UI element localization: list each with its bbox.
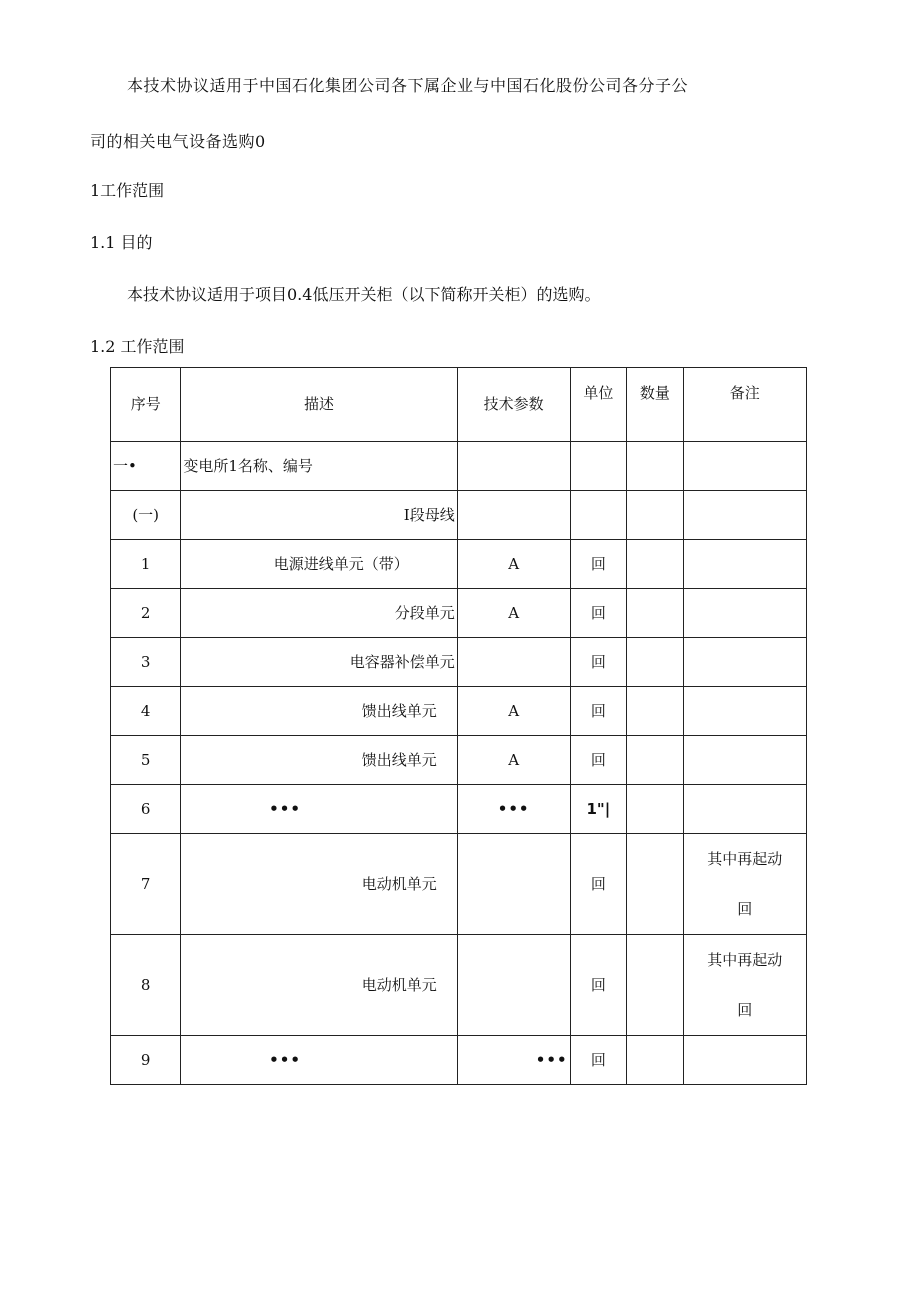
row-params: ••• <box>457 1036 570 1085</box>
table-row <box>111 935 807 1036</box>
table-header-row <box>111 368 807 442</box>
row-desc: 馈出线单元 <box>181 687 457 736</box>
row-params <box>457 834 570 935</box>
row-qty <box>627 785 683 834</box>
purpose-text: 本技术协议适用于项目0.4低压开关柜（以下简称开关柜）的选购。 <box>127 285 601 304</box>
row-note-line1: 其中再起动 <box>707 951 783 969</box>
table-row <box>111 687 807 736</box>
header-unit: 单位 <box>570 368 627 442</box>
row-params: A <box>457 736 570 785</box>
row-unit: 回 <box>570 1036 627 1085</box>
row-unit: 回 <box>570 935 627 1036</box>
row-note <box>683 540 806 589</box>
header-qty: 数量 <box>627 368 683 442</box>
row-qty <box>627 491 683 540</box>
row-params <box>457 491 570 540</box>
row-desc: 电源进线单元（带） <box>181 540 457 589</box>
row-desc: ••• <box>181 785 457 834</box>
section-1-2-heading: 1.2 工作范围 <box>90 337 185 356</box>
row-unit: 回 <box>570 736 627 785</box>
row-qty <box>627 638 683 687</box>
row-seq: (一) <box>111 491 181 540</box>
row-qty <box>627 589 683 638</box>
work-scope-table <box>110 367 807 1085</box>
row-note <box>683 687 806 736</box>
row-params <box>457 638 570 687</box>
row-note <box>683 785 806 834</box>
row-note-line2: 回 <box>737 1001 753 1019</box>
intro-line-1: 本技术协议适用于中国石化集团公司各下属企业与中国石化股份公司各分子公 <box>127 76 689 95</box>
table-row <box>111 1036 807 1085</box>
section-1-heading: 1工作范围 <box>90 181 165 200</box>
row-desc: 馈出线单元 <box>181 736 457 785</box>
row-unit: 回 <box>570 687 627 736</box>
row-params: A <box>457 540 570 589</box>
row-desc: 分段单元 <box>181 589 457 638</box>
row-seq: 1 <box>111 540 181 589</box>
row-unit: 回 <box>570 589 627 638</box>
header-seq: 序号 <box>111 368 181 442</box>
row-note <box>683 442 806 491</box>
row-unit <box>570 491 627 540</box>
table-row <box>111 785 807 834</box>
row-seq: 6 <box>111 785 181 834</box>
row-qty <box>627 834 683 935</box>
row-params: A <box>457 589 570 638</box>
row-qty <box>627 935 683 1036</box>
row-note <box>683 638 806 687</box>
row-unit: 回 <box>570 540 627 589</box>
intro-line-2: 司的相关电气设备选购0 <box>90 132 266 151</box>
row-note <box>683 1036 806 1085</box>
row-unit: 1"| <box>570 785 627 834</box>
table-row <box>111 834 807 935</box>
table-row <box>111 442 807 491</box>
table-row <box>111 491 807 540</box>
row-qty <box>627 736 683 785</box>
row-desc: 电动机单元 <box>181 834 457 935</box>
table-row <box>111 638 807 687</box>
row-desc: 电容器补偿单元 <box>181 638 457 687</box>
row-seq: 5 <box>111 736 181 785</box>
header-desc: 描述 <box>181 368 457 442</box>
row-qty <box>627 540 683 589</box>
row-note <box>683 491 806 540</box>
row-seq: 3 <box>111 638 181 687</box>
table-row <box>111 540 807 589</box>
row-unit: 回 <box>570 834 627 935</box>
row-seq: 7 <box>111 834 181 935</box>
row-desc: I段母线 <box>181 491 457 540</box>
row-seq: 9 <box>111 1036 181 1085</box>
header-params: 技术参数 <box>457 368 570 442</box>
row-qty <box>627 687 683 736</box>
row-qty <box>627 442 683 491</box>
row-desc: 电动机单元 <box>181 935 457 1036</box>
section-1-1-heading: 1.1 目的 <box>90 233 153 252</box>
row-desc: ••• <box>181 1036 457 1085</box>
row-unit: 回 <box>570 638 627 687</box>
row-seq: 2 <box>111 589 181 638</box>
row-seq: 8 <box>111 935 181 1036</box>
row-seq: 一• <box>111 442 181 491</box>
row-note <box>683 589 806 638</box>
row-unit <box>570 442 627 491</box>
header-note: 备注 <box>683 368 806 442</box>
row-params <box>457 935 570 1036</box>
row-desc: 变电所1名称、编号 <box>181 442 457 491</box>
row-note <box>683 935 806 1036</box>
table-row <box>111 736 807 785</box>
row-params: ••• <box>457 785 570 834</box>
row-note <box>683 834 806 935</box>
table-row <box>111 589 807 638</box>
row-params <box>457 442 570 491</box>
row-params: A <box>457 687 570 736</box>
row-seq: 4 <box>111 687 181 736</box>
row-note-line1: 其中再起动 <box>707 850 783 868</box>
row-qty <box>627 1036 683 1085</box>
row-note <box>683 736 806 785</box>
row-note-line2: 回 <box>737 900 753 918</box>
